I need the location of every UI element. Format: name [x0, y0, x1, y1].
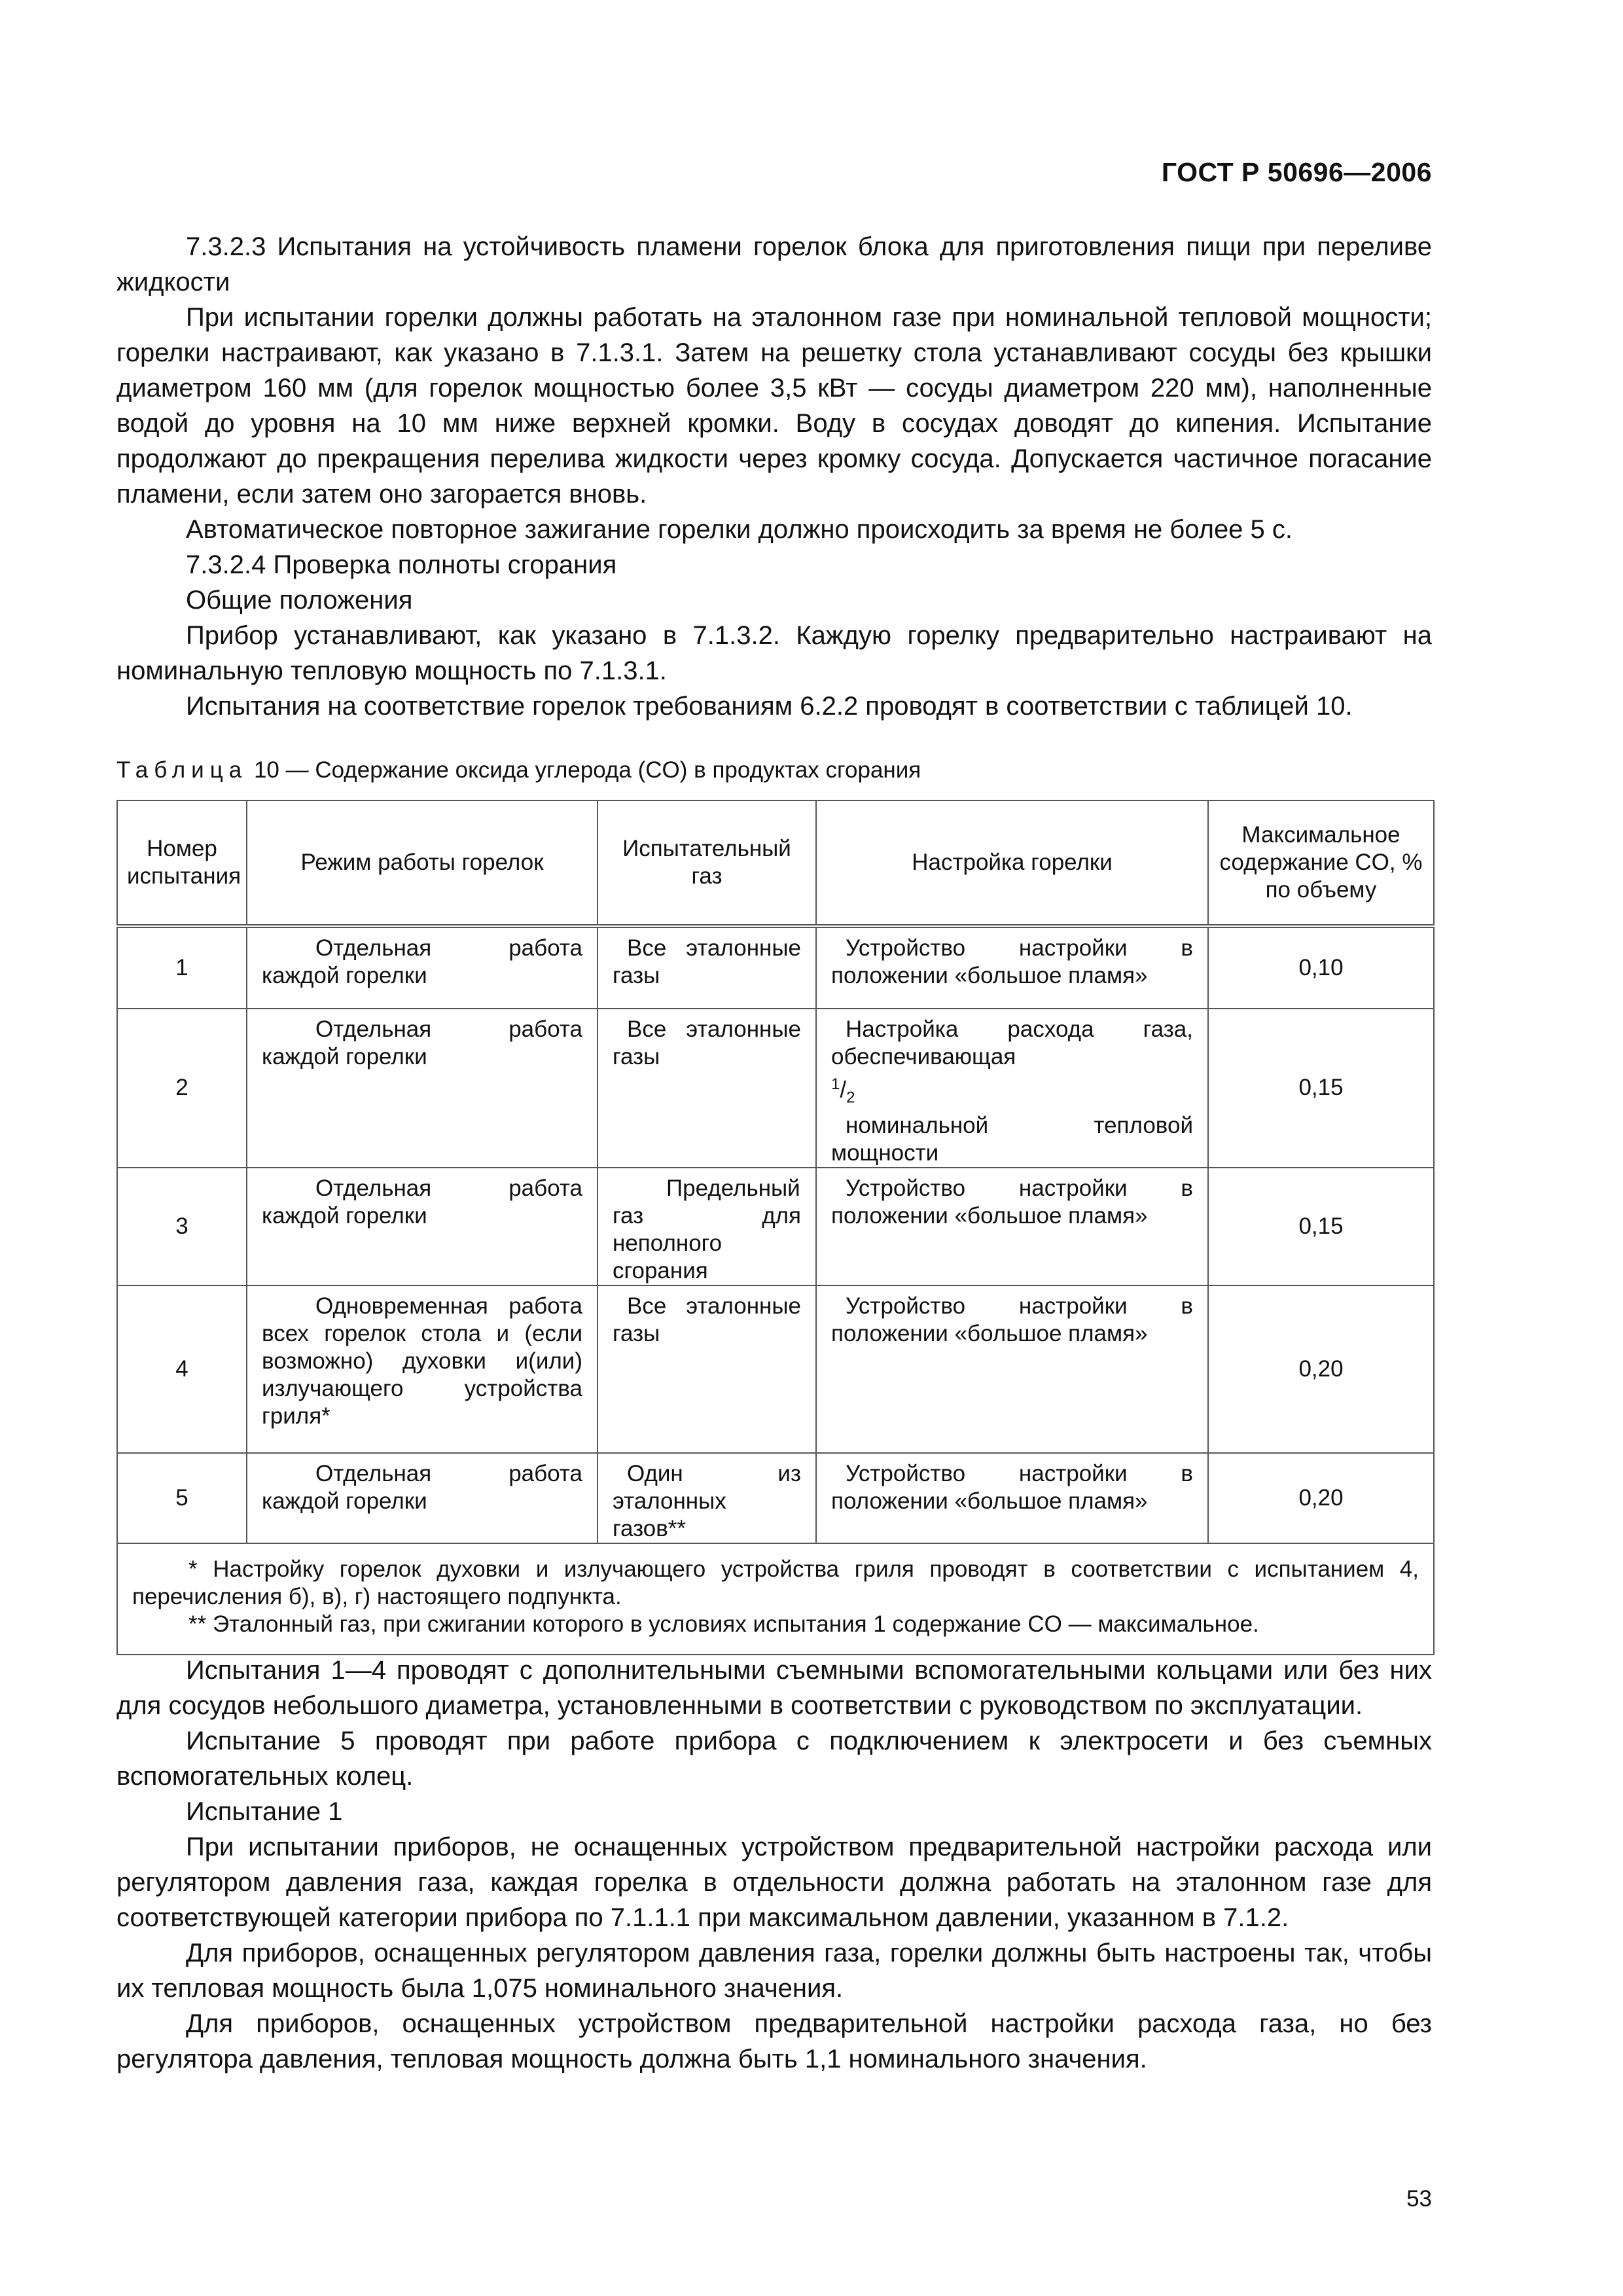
cell-max-co: 0,15	[1208, 1168, 1434, 1285]
paragraph: Прибор устанавливают, как указано в 7.1.3.2. Каждую горелку предварительно настраивают на номинальную тепловую мощность по 7.1.3.1.	[116, 621, 1432, 685]
cell-test-number: 5	[117, 1453, 247, 1543]
fraction-numerator: 1	[831, 1075, 840, 1093]
cell-test-number: 1	[117, 926, 247, 1009]
table-row	[117, 1285, 1434, 1453]
paragraph: Общие положения	[186, 586, 413, 615]
table-row	[117, 926, 1434, 1009]
header-burner-mode: Режим работы горелок	[247, 800, 597, 926]
co-content-table	[116, 800, 1435, 1655]
table-caption-text: 10 — Содержание оксида углерода (CO) в продуктах сгорания	[247, 757, 921, 783]
cell-test-gas: Все эталонные газы	[597, 1285, 816, 1453]
page-number: 53	[1406, 2186, 1432, 2212]
cell-max-co: 0,10	[1208, 926, 1434, 1009]
cell-test-number: 2	[117, 1009, 247, 1168]
cell-test-gas: Один из эталонных газов**	[597, 1453, 816, 1543]
cell-burner-mode: Отдельная работа каждой горелки	[247, 1453, 597, 1543]
cell-burner-setting: Устройство настройки в положении «большое пламя»	[816, 926, 1208, 1009]
cell-burner-setting: Настройка расхода газа, обеспечивающая $^1/_2$ номинальной тепловой мощности	[816, 1009, 1208, 1168]
table-notes-row	[117, 1543, 1434, 1655]
cell-max-co: 0,15	[1208, 1009, 1434, 1168]
table-note: ** Эталонный газ, при сжигании которого в условиях испытания 1 содержание CO — максимальное.	[188, 1611, 1259, 1637]
cell-burner-setting: Устройство настройки в положении «большое пламя»	[816, 1168, 1208, 1285]
header-burner-setting: Настройка горелки	[816, 800, 1208, 926]
bottom-text-block	[116, 1653, 1432, 2077]
table-caption-label: Таблица	[116, 757, 248, 783]
table-row	[117, 1009, 1434, 1168]
cell-test-gas: Предельный газ для неполного сгорания	[597, 1168, 816, 1285]
cell-burner-setting: Устройство настройки в положении «большое пламя»	[816, 1453, 1208, 1543]
paragraph: Для приборов, оснащенных регулятором давления газа, горелки должны быть настроены так, чтобы их тепловая мощность была 1,075 номинального значения.	[116, 1939, 1432, 2003]
table-notes	[117, 1543, 1434, 1655]
paragraph: Для приборов, оснащенных устройством предварительной настройки расхода газа, но без регулятора давления, тепловая мощность должна быть 1,1 номинального значения.	[116, 2009, 1432, 2073]
header-max-co: Максимальное содержание CO, % по объему	[1208, 800, 1434, 926]
table-header-row	[117, 800, 1434, 926]
header-test-number: Номер испытания	[117, 800, 247, 926]
cell-burner-mode: Одновременная работа всех горелок стола и (если возможно) духовки и(или) излучающего устройства гриля*	[247, 1285, 597, 1453]
cell-max-co: 0,20	[1208, 1285, 1434, 1453]
header-test-gas: Испытательный газ	[597, 800, 816, 926]
paragraph: Испытание 1	[186, 1797, 343, 1826]
paragraph: При испытании приборов, не оснащенных устройством предварительной настройки расхода или регулятором давления газа, каждая горелка в отдельности должна работать на эталонном газе для соответствующей категории прибора по 7.1.1.1 при максимальном давлении, указанном в 7.1.2.	[116, 1833, 1432, 1932]
cell-test-number: 4	[117, 1285, 247, 1453]
cell-test-number: 3	[117, 1168, 247, 1285]
paragraph: При испытании горелки должны работать на эталонном газе при номинальной тепловой мощности; горелки настраивают, как указано в 7.1.3.1. Затем на решетку стола устанавливают сосуды без крышки диаметром 160 мм (для горелок мощностью более 3,5 кВт — сосуды диаметром 220 мм), наполненные водой до уровня на 10 мм ниже верхней кромки. Воду в сосудах доводят до кипения. Испытание продолжают до прекращения перелива жидкости через кромку сосуда. Допускается частичное погасание пламени, если затем оно загорается вновь.	[116, 303, 1432, 509]
paragraph: Автоматическое повторное зажигание горелки должно происходить за время не более 5 с.	[186, 515, 1293, 544]
fraction-denominator: 2	[846, 1088, 855, 1107]
cell-test-gas: Все эталонные газы	[597, 926, 816, 1009]
cell-test-gas: Все эталонные газы	[597, 1009, 816, 1168]
top-text-block	[116, 229, 1432, 724]
paragraph: Испытание 5 проводят при работе прибора с подключением к электросети и без съемных вспомогательных колец.	[116, 1727, 1432, 1791]
paragraph-7-3-2-4: 7.3.2.4 Проверка полноты сгорания	[186, 550, 617, 579]
table-row	[117, 1168, 1434, 1285]
cell-max-co: 0,20	[1208, 1453, 1434, 1543]
table-row	[117, 1453, 1434, 1543]
paragraph-7-3-2-3: 7.3.2.3 Испытания на устойчивость пламени горелок блока для приготовления пищи при переливе жидкости	[116, 232, 1432, 296]
table-caption	[116, 756, 1432, 785]
paragraph: Испытания 1—4 проводят с дополнительными съемными вспомогательными кольцами или без них для сосудов небольшого диаметра, установленными в соответствии с руководством по эксплуатации.	[116, 1656, 1432, 1720]
cell-burner-mode: Отдельная работа каждой горелки	[247, 1009, 597, 1168]
document-code: ГОСТ Р 50696—2006	[1161, 157, 1432, 187]
paragraph: Испытания на соответствие горелок требованиям 6.2.2 проводят в соответствии с таблицей 10.	[186, 692, 1353, 721]
cell-burner-setting: Устройство настройки в положении «большое пламя»	[816, 1285, 1208, 1453]
cell-burner-mode: Отдельная работа каждой горелки	[247, 1168, 597, 1285]
table-note: * Настройку горелок духовки и излучающего устройства гриля проводят в соответствии с испытанием 4, перечисления б), в), г) настоящего подпункта.	[132, 1556, 1419, 1609]
cell-burner-mode: Отдельная работа каждой горелки	[247, 926, 597, 1009]
